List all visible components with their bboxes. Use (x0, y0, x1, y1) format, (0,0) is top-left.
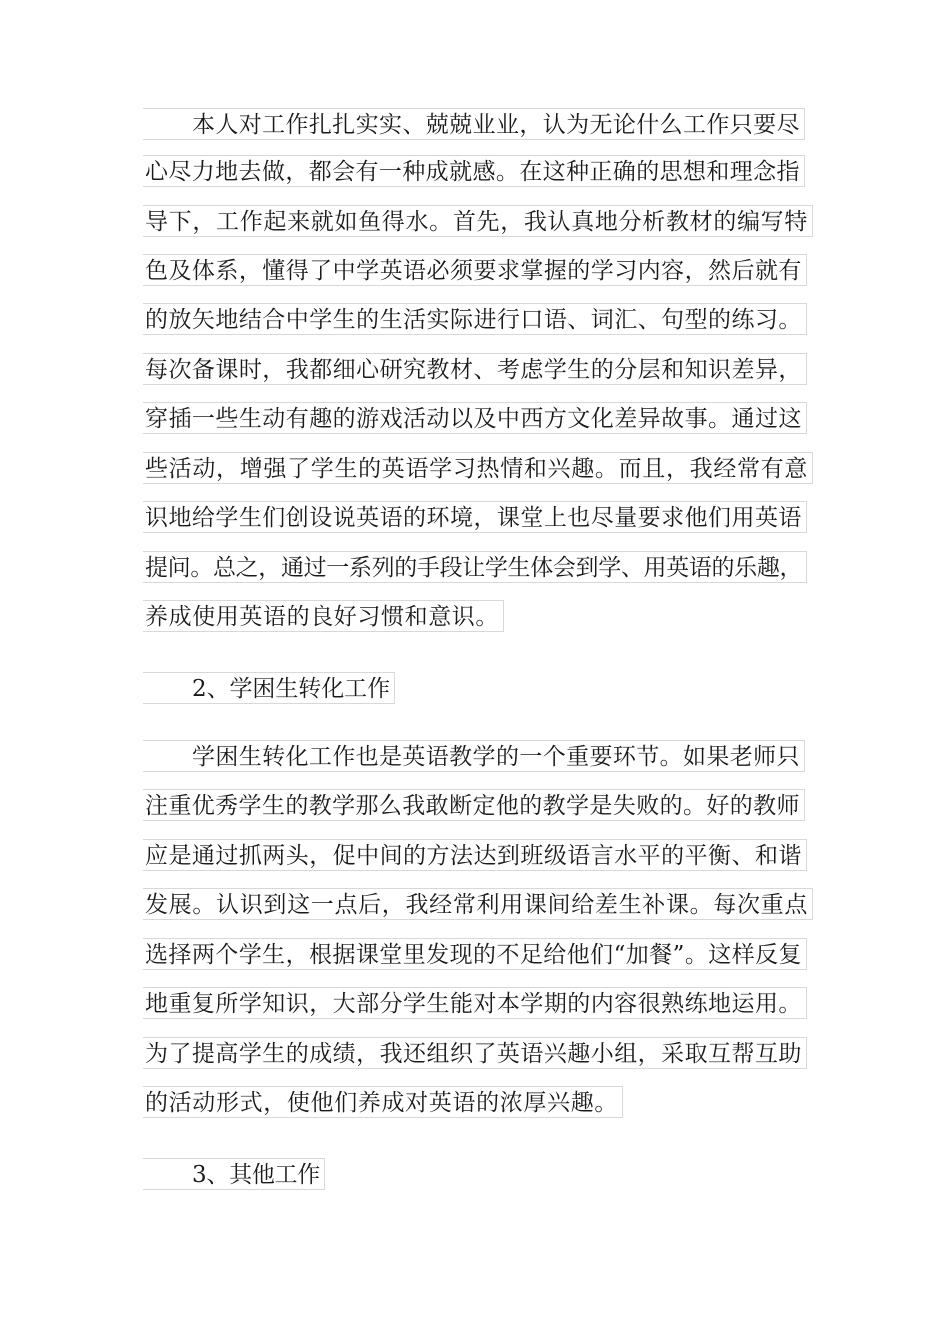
paragraph-line: 每次备课时，我都细心研究教材、考虑学生的分层和知识差异， (143, 353, 807, 385)
paragraph-line: 提问。总之，通过一系列的手段让学生体会到学、用英语的乐趣， (143, 551, 807, 583)
paragraph-line: 导下，工作起来就如鱼得水。首先，我认真地分析教材的编写特 (143, 205, 813, 237)
paragraph-line: 的活动形式，使他们养成对英语的浓厚兴趣。 (143, 1086, 623, 1118)
paragraph-line: 些活动，增强了学生的英语学习热情和兴趣。而且，我经常有意 (143, 452, 813, 484)
paragraph-line: 养成使用英语的良好习惯和意识。 (143, 600, 504, 632)
paragraph-line: 选择两个学生，根据课堂里发现的不足给他们“加餐”。这样反复 (143, 938, 807, 970)
paragraph-line: 应是通过抓两头，促中间的方法达到班级语言水平的平衡、和谐 (143, 839, 807, 871)
paragraph-line: 本人对工作扎扎实实、兢兢业业，认为无论什么工作只要尽 (143, 108, 805, 140)
paragraph-line: 穿插一些生动有趣的游戏活动以及中西方文化差异故事。通过这 (143, 402, 807, 434)
paragraph-line: 识地给学生们创设说英语的环境，课堂上也尽量要求他们用英语 (143, 501, 807, 533)
paragraph-line: 学困生转化工作也是英语教学的一个重要环节。如果老师只 (143, 740, 805, 772)
paragraph-line: 色及体系，懂得了中学英语必须要求掌握的学习内容，然后就有 (143, 254, 807, 286)
paragraph-line: 地重复所学知识，大部分学生能对本学期的内容很熟练地运用。 (143, 987, 807, 1019)
section-heading: 2、学困生转化工作 (143, 672, 395, 704)
paragraph-line: 的放矢地结合中学生的生活实际进行口语、词汇、句型的练习。 (143, 303, 807, 335)
paragraph-line: 为了提高学生的成绩，我还组织了英语兴趣小组，采取互帮互助 (143, 1037, 807, 1069)
paragraph-line: 注重优秀学生的教学那么我敢断定他的教学是失败的。好的教师 (143, 789, 805, 821)
paragraph-line: 发展。认识到这一点后，我经常利用课间给差生补课。每次重点 (143, 888, 813, 920)
paragraph-line: 心尽力地去做，都会有一种成就感。在这种正确的思想和理念指 (143, 155, 805, 187)
section-heading: 3、其他工作 (143, 1158, 325, 1190)
